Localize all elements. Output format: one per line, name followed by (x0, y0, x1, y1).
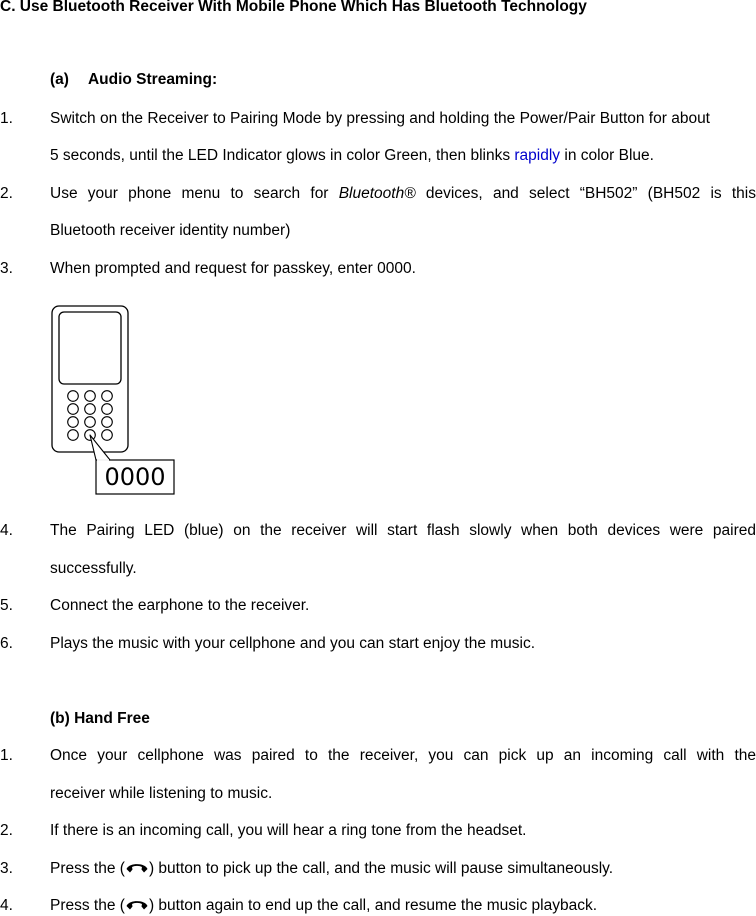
step-a2-line2: Bluetooth receiver identity number) (50, 222, 291, 239)
step-a3-line1: When prompted and request for passkey, enter 0000. (50, 260, 416, 277)
phone-handset-icon (125, 898, 149, 912)
step-a5-line1: Connect the earphone to the receiver. (50, 597, 310, 614)
section-heading: C. Use Bluetooth Receiver With Mobile Phone Which Has Bluetooth Technology (0, 0, 587, 15)
passkey-digits: 0000 (104, 463, 166, 491)
step-a5-number: 5. (0, 597, 13, 614)
step-a2-line1-post: devices, and select “BH502” (BH502 is this (425, 185, 756, 202)
step-b1-number: 1. (0, 747, 13, 764)
step-b4-pre: Press the ( (50, 897, 125, 914)
step-b2-number: 2. (0, 822, 13, 839)
step-b1-line2: receiver while listening to music. (50, 785, 273, 802)
section-a-title-text: Audio Streaming: (87, 71, 218, 88)
step-a4-number: 4. (0, 522, 13, 539)
step-b3-line1 (50, 860, 756, 878)
step-a6-number: 6. (0, 635, 13, 652)
step-b4-line1 (50, 897, 756, 915)
step-a1-highlight: rapidly (514, 147, 561, 164)
step-b3-post: ) button to pick up the call, and the music will pause simultaneously. (148, 860, 614, 877)
step-a4-line2: successfully. (50, 560, 137, 577)
section-a-title (50, 71, 217, 89)
step-a4-line1: The Pairing LED (blue) on the receiver will start flash slowly when both devices were paired (50, 522, 756, 539)
step-a1-line2-post: in color Blue. (560, 147, 654, 164)
step-a2-bluetooth-italic: Bluetooth® (338, 185, 416, 202)
step-a1-line2 (50, 147, 756, 165)
step-a1-line2-pre: 5 seconds, until the LED Indicator glows in color Green, then blinks (50, 147, 515, 164)
section-b-title: (b) Hand Free (50, 710, 150, 727)
step-b4-post: ) button again to end up the call, and resume the music playback. (148, 897, 597, 914)
step-b2-line1: If there is an incoming call, you will hear a ring tone from the headset. (50, 822, 527, 839)
section-a-label: (a) (50, 71, 69, 88)
step-a6-line1: Plays the music with your cellphone and you can start enjoy the music. (50, 635, 536, 652)
phone-keypad-figure (47, 303, 175, 500)
step-b3-number: 3. (0, 860, 13, 877)
step-a2-number: 2. (0, 185, 13, 202)
step-b1-line1: Once your cellphone was paired to the receiver, you can pick up an incoming call with the (50, 747, 756, 764)
step-b4-number: 4. (0, 897, 13, 914)
step-a1-number: 1. (0, 110, 13, 127)
step-a2-line1 (50, 185, 756, 203)
step-a2-line1-pre: Use your phone menu to search for (50, 185, 339, 202)
step-b3-pre: Press the ( (50, 860, 125, 877)
step-a3-number: 3. (0, 260, 13, 277)
phone-screen (59, 312, 121, 384)
step-a1-line1: Switch on the Receiver to Pairing Mode by pressing and holding the Power/Pair Button for about (50, 110, 710, 127)
phone-handset-icon (125, 861, 149, 875)
